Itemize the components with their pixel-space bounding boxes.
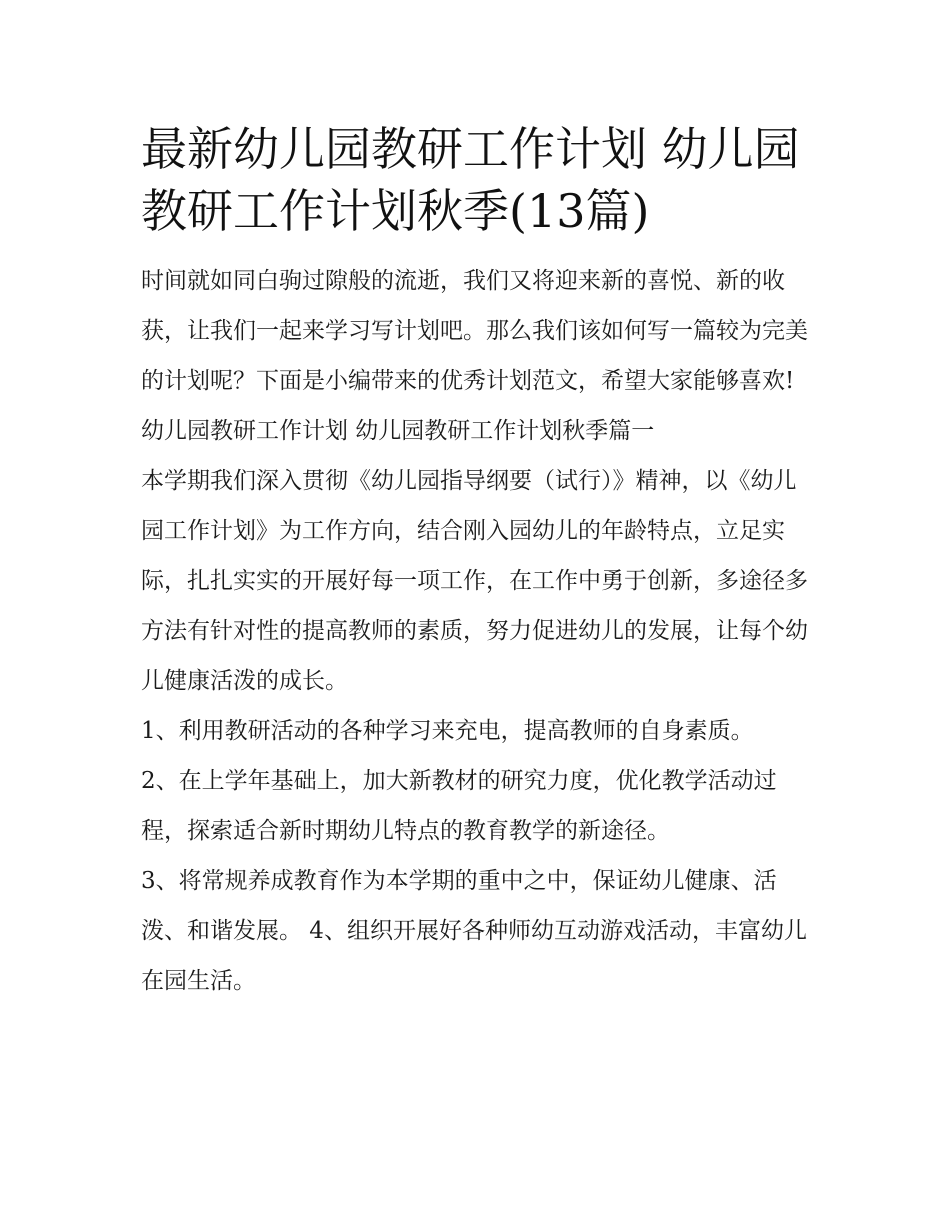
intro-paragraph: 时间就如同白驹过隙般的流逝，我们又将迎来新的喜悦、新的收获，让我们一起来学习写计划吧。那么我们该如何写一篇较为完美的计划呢？下面是小编带来的优秀计划范文，希望大家能够喜欢!: [141, 268, 808, 394]
document-page: [141, 118, 813, 1006]
list-item-3-4: 3、将常规养成教育作为本学期的重中之中，保证幼儿健康、活泼、和谐发展。 4、组织开展好各种师幼互动游戏活动，丰富幼儿在园生活。: [141, 868, 807, 994]
list-item-2: 2、在上学年基础上，加大新教材的研究力度，优化教学活动过程，探索适合新时期幼儿特点的教育教学的新途径。: [141, 768, 777, 844]
body-paragraph: 本学期我们深入贯彻《幼儿园指导纲要（试行）》精神，以《幼儿园工作计划》为工作方向，结合刚入园幼儿的年龄特点，立足实际，扎扎实实的开展好每一项工作，在工作中勇于创新，多途径多方法有针对性的提高教师的素质，努力促进幼儿的发展，让每个幼儿健康活泼的成长。: [141, 468, 808, 694]
section-heading: 幼儿园教研工作计划 幼儿园教研工作计划秋季篇一: [141, 418, 655, 444]
list-item-1: 1、利用教研活动的各种学习来充电，提高教师的自身素质。: [141, 718, 754, 744]
document-title: 最新幼儿园教研工作计划 幼儿园教研工作计划秋季(13篇): [141, 122, 800, 238]
